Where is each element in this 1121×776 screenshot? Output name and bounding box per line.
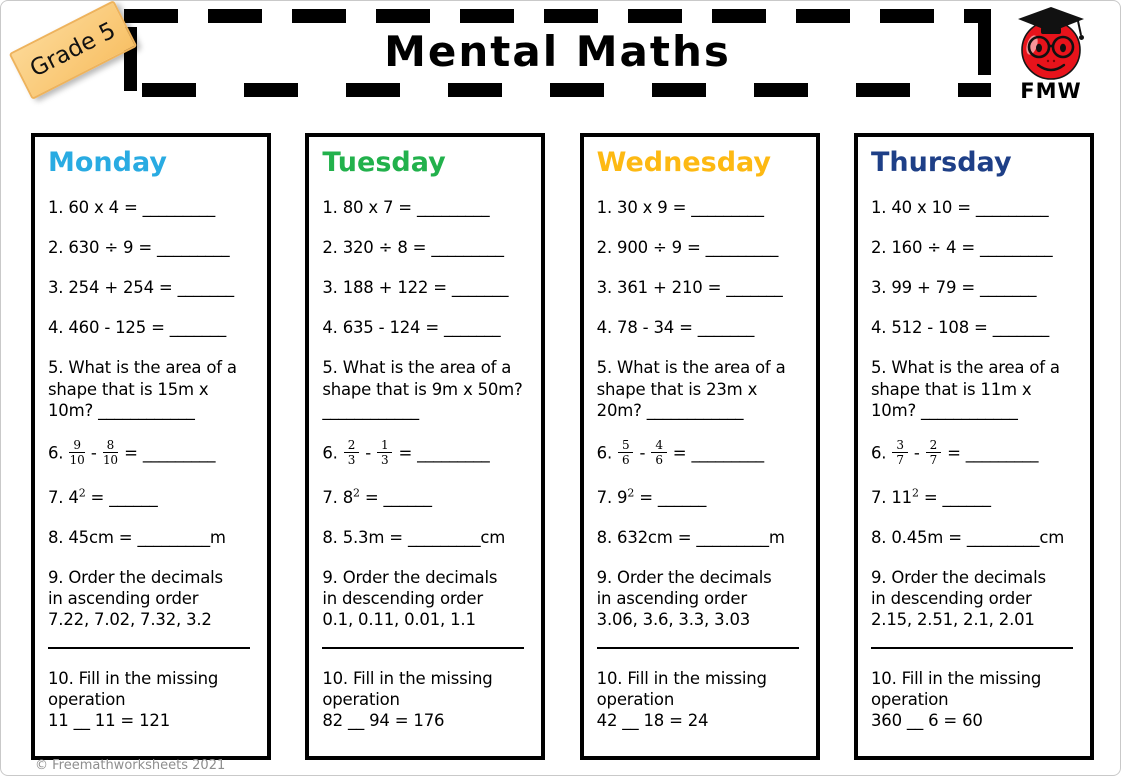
question-text: in ascending order [48, 589, 199, 609]
question [597, 237, 804, 258]
question [871, 567, 1078, 648]
question-text: 10. Fill in the missing [870, 668, 1042, 688]
question-text: operation [596, 689, 675, 709]
fraction-denominator: 10 [102, 453, 118, 468]
question-text: 6. [322, 443, 343, 463]
question-text: 4. 78 - 34 = _______ [596, 318, 755, 338]
fraction-numerator: 2 [344, 439, 359, 454]
question [597, 317, 804, 338]
question [597, 487, 804, 508]
question-text: 2. 160 ÷ 4 = _________ [870, 238, 1053, 258]
question-text: - [360, 443, 376, 463]
fraction [892, 439, 907, 467]
question [871, 668, 1078, 731]
answer-line [48, 647, 250, 649]
question [322, 277, 529, 298]
question-text: 3. 99 + 79 = _______ [870, 278, 1037, 298]
grade-badge-label: Grade 5 [26, 17, 120, 83]
question-text: 1. 80 x 7 = _________ [322, 198, 490, 217]
question-text: 10. Fill in the missing [596, 668, 767, 688]
question-text: 3. 188 + 122 = _______ [322, 278, 509, 298]
question-text: 8. 0.45m = _________cm [870, 528, 1065, 548]
question-text: 7.22, 7.02, 7.32, 3.2 [48, 610, 212, 630]
title-box-border-right [978, 9, 991, 75]
fmw-logo [1005, 5, 1097, 101]
question-text: operation [870, 689, 949, 709]
question-text: 5. What is the area of a shape that is 23m x 20m? ____________ [596, 358, 786, 420]
question-text: 10. Fill in the missing [48, 668, 219, 688]
question-text: = ______ [85, 487, 158, 507]
question-text: 7. 4 [48, 487, 79, 507]
fraction-numerator: 8 [103, 439, 118, 454]
question-text: 9. Order the decimals [870, 568, 1046, 588]
question [871, 277, 1078, 298]
question-text: = _________ [942, 443, 1039, 463]
question-text: 10. Fill in the missing [322, 668, 493, 688]
question [322, 567, 529, 648]
question [48, 237, 255, 258]
fraction-denominator: 3 [347, 453, 356, 468]
question-text: 9. Order the decimals [596, 568, 772, 588]
question-text: 2.15, 2.51, 2.1, 2.01 [870, 610, 1035, 630]
question [597, 567, 804, 648]
title-box-border-top [124, 9, 991, 23]
page-title: Mental Maths [384, 26, 731, 76]
question-text: operation [322, 689, 400, 709]
question [597, 197, 804, 218]
day-column-tuesday [305, 133, 545, 760]
question-text: in descending order [870, 589, 1032, 609]
question [871, 527, 1078, 548]
question-text: operation [48, 689, 126, 709]
days-grid [31, 133, 1094, 760]
question-text: 2. 630 ÷ 9 = _________ [48, 238, 230, 258]
fraction [344, 439, 359, 467]
question [322, 527, 529, 548]
fraction-numerator: 3 [892, 439, 907, 454]
apple-graduate-icon [1008, 5, 1094, 81]
grade-badge [9, 0, 138, 100]
question-text: 9. Order the decimals [322, 568, 498, 588]
question [871, 357, 1078, 420]
question-text: 3.06, 3.6, 3.3, 3.03 [596, 610, 751, 630]
question [322, 237, 529, 258]
question-text: = ______ [918, 487, 991, 507]
fraction-denominator: 3 [381, 453, 389, 468]
question [48, 317, 255, 338]
question-text: - [908, 443, 925, 463]
question-text: 4. 635 - 124 = _______ [322, 318, 501, 338]
fraction-numerator: 4 [651, 439, 666, 454]
question [597, 668, 804, 731]
question-text: 360 __ 6 = 60 [870, 710, 983, 730]
fraction [69, 439, 84, 467]
question [596, 437, 804, 468]
fraction-denominator: 10 [69, 453, 85, 468]
question-text: = ______ [634, 487, 707, 507]
question-text: - [634, 443, 651, 463]
exponent: 2 [911, 486, 919, 500]
answer-line [871, 647, 1073, 649]
question [48, 277, 255, 298]
fraction-numerator: 1 [377, 439, 392, 454]
day-heading: Monday [48, 147, 167, 178]
question-text: 6. [596, 443, 618, 463]
question [48, 487, 255, 508]
day-column-monday [31, 133, 271, 760]
question-text: in ascending order [596, 589, 747, 609]
title-box [124, 9, 991, 97]
question [870, 437, 1078, 468]
question-text: = ______ [359, 487, 432, 507]
exponent: 2 [78, 486, 86, 500]
day-heading: Thursday [870, 147, 1012, 178]
copyright-footer: © Freemathworksheets 2021 [35, 758, 226, 773]
question-text: 9. Order the decimals [48, 568, 223, 588]
day-column-thursday [854, 133, 1094, 760]
question-text: = _________ [667, 443, 764, 463]
question-text: 3. 361 + 210 = _______ [596, 278, 783, 298]
question-text: 42 __ 18 = 24 [596, 710, 709, 730]
question-text: 6. [870, 443, 892, 463]
question-text: = _________ [119, 443, 216, 463]
question [597, 527, 804, 548]
question [322, 357, 529, 420]
question [871, 317, 1078, 338]
question [322, 487, 529, 508]
question-text: 2. 320 ÷ 8 = _________ [322, 238, 504, 258]
day-heading: Wednesday [596, 147, 772, 178]
question-text: 4. 460 - 125 = _______ [48, 318, 227, 338]
question-text: 1. 40 x 10 = _________ [870, 198, 1049, 217]
question-text: 6. [48, 443, 69, 463]
question [871, 487, 1078, 508]
day-heading: Tuesday [322, 147, 446, 178]
fraction [103, 439, 118, 467]
question [48, 567, 255, 648]
fraction-numerator: 9 [69, 439, 84, 454]
question [48, 527, 255, 548]
question-text: 8. 45cm = _________m [48, 528, 226, 548]
question-text: 2. 900 ÷ 9 = _________ [596, 238, 779, 258]
exponent: 2 [353, 486, 360, 500]
question [322, 437, 529, 468]
question [48, 437, 255, 468]
day-column-wednesday [580, 133, 820, 760]
fraction-numerator: 2 [926, 439, 941, 454]
answer-line [322, 647, 524, 649]
question-text: 82 __ 94 = 176 [322, 710, 445, 730]
question [48, 357, 255, 420]
question-text: 5. What is the area of a shape that is 9m x 50m? ____________ [322, 358, 523, 420]
question-text: 11 __ 11 = 121 [48, 710, 170, 730]
question-text: 5. What is the area of a shape that is 11m x 10m? ____________ [870, 358, 1060, 420]
question-text: = _________ [393, 443, 490, 463]
answer-line [597, 647, 799, 649]
question [322, 668, 529, 731]
question [871, 197, 1078, 218]
title-box-border-bottom [124, 83, 991, 97]
question [597, 357, 804, 420]
question-text: - [85, 443, 102, 463]
fraction-denominator: 6 [622, 453, 630, 468]
question-text: 7. 9 [596, 487, 628, 507]
fraction [618, 439, 633, 467]
fraction-denominator: 6 [655, 453, 663, 468]
fraction-denominator: 7 [929, 453, 938, 468]
question-text: 3. 254 + 254 = _______ [48, 278, 234, 298]
question-text: 1. 30 x 9 = _________ [596, 198, 764, 217]
question-text: in descending order [322, 589, 483, 609]
fraction [377, 439, 392, 467]
question [322, 317, 529, 338]
fraction-numerator: 5 [618, 439, 633, 454]
question-text: 8. 5.3m = _________cm [322, 528, 506, 548]
question [48, 197, 255, 218]
question-text: 7. 11 [870, 487, 912, 507]
question [322, 197, 529, 218]
question-text: 7. 8 [322, 487, 354, 507]
logo-text: FMW [1020, 79, 1082, 103]
fraction-denominator: 7 [896, 453, 904, 468]
exponent: 2 [627, 486, 635, 500]
fraction [651, 439, 666, 467]
question-text: 5. What is the area of a shape that is 15m x 10m? ____________ [48, 358, 237, 420]
question [871, 237, 1078, 258]
question-text: 4. 512 - 108 = _______ [870, 318, 1050, 338]
question-text: 0.1, 0.11, 0.01, 1.1 [322, 610, 476, 630]
question [597, 277, 804, 298]
question-text: 8. 632cm = _________m [596, 528, 785, 548]
question-text: 1. 60 x 4 = _________ [48, 198, 216, 217]
question [48, 668, 255, 731]
fraction [926, 439, 941, 467]
